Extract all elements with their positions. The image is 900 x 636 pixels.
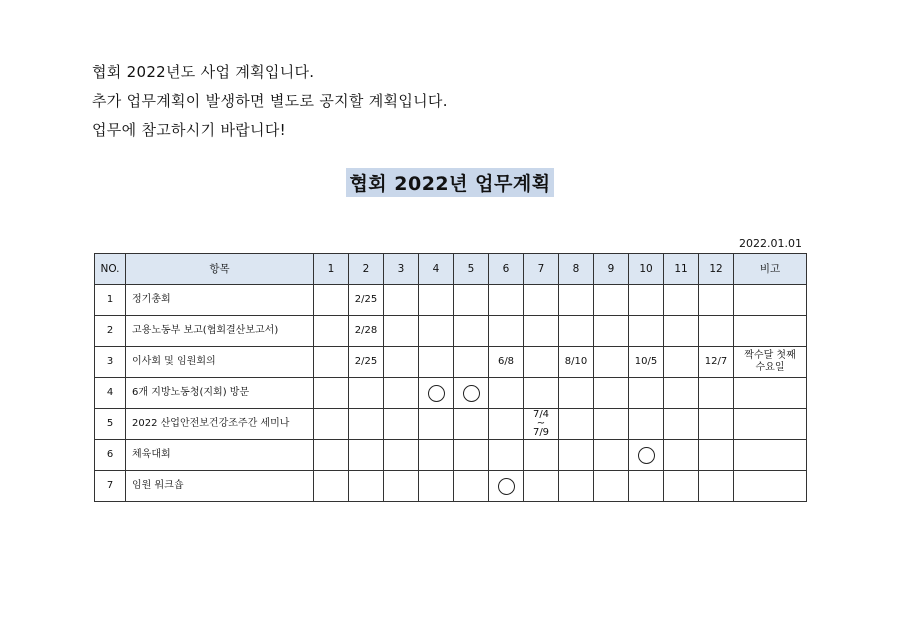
month-cell-9: [594, 285, 629, 316]
month-cell-2: 2/25: [349, 285, 384, 316]
month-cell-7: [524, 378, 559, 409]
month-cell-3: [384, 347, 419, 378]
header-note: 비고: [734, 254, 807, 285]
row-item: 이사회 및 임원회의: [126, 347, 314, 378]
table-row: [95, 409, 807, 440]
row-note: [734, 285, 807, 316]
date-range-sep: ~: [536, 417, 546, 429]
month-cell-5: [454, 378, 489, 409]
circle-mark-icon: [463, 385, 480, 402]
month-cell-10: 10/5: [629, 347, 664, 378]
header-month-10: 10: [629, 254, 664, 285]
month-cell-3: [384, 378, 419, 409]
month-cell-2: [349, 409, 384, 440]
header-month-5: 5: [454, 254, 489, 285]
month-cell-3: [384, 409, 419, 440]
row-note: [734, 440, 807, 471]
circle-mark-icon: [428, 385, 445, 402]
month-cell-11: [664, 285, 699, 316]
month-cell-1: [314, 378, 349, 409]
month-cell-6: [489, 316, 524, 347]
row-item: 정기총회: [126, 285, 314, 316]
header-month-3: 3: [384, 254, 419, 285]
header-month-11: 11: [664, 254, 699, 285]
plan-table: [94, 253, 807, 502]
month-cell-2: [349, 440, 384, 471]
month-cell-7: [524, 409, 559, 440]
month-cell-11: [664, 316, 699, 347]
month-cell-6: [489, 440, 524, 471]
row-item: 6개 지방노동청(지회) 방문: [126, 378, 314, 409]
month-cell-8: [559, 409, 594, 440]
title-container: [0, 168, 900, 197]
document-date: 2022.01.01: [739, 237, 802, 250]
month-cell-2: 2/28: [349, 316, 384, 347]
row-number: 6: [95, 440, 126, 471]
month-cell-12: [699, 409, 734, 440]
row-number: 2: [95, 316, 126, 347]
month-cell-2: 2/25: [349, 347, 384, 378]
row-item: 고용노동부 보고(협회결산보고서): [126, 316, 314, 347]
circle-mark-icon: [498, 478, 515, 495]
month-cell-9: [594, 378, 629, 409]
month-cell-9: [594, 316, 629, 347]
header-row: [95, 254, 807, 285]
row-number: 1: [95, 285, 126, 316]
table-row: [95, 440, 807, 471]
month-cell-9: [594, 440, 629, 471]
month-cell-3: [384, 471, 419, 502]
month-cell-2: [349, 378, 384, 409]
row-item: 2022 산업안전보건강조주간 세미나: [126, 409, 314, 440]
header-item: 항목: [126, 254, 314, 285]
header-month-8: 8: [559, 254, 594, 285]
month-cell-8: [559, 440, 594, 471]
month-cell-5: [454, 347, 489, 378]
month-cell-3: [384, 316, 419, 347]
date-range-from: 7/4: [532, 408, 550, 420]
intro-line-3: 업무에 참고하시기 바랍니다!: [92, 121, 286, 139]
month-cell-1: [314, 409, 349, 440]
row-note: [734, 347, 807, 378]
month-cell-5: [454, 471, 489, 502]
month-cell-11: [664, 440, 699, 471]
intro-line-1: 협회 2022년도 사업 계획입니다.: [92, 63, 315, 81]
month-cell-5: [454, 316, 489, 347]
month-cell-8: [559, 316, 594, 347]
month-cell-11: [664, 471, 699, 502]
month-cell-4: [419, 440, 454, 471]
circle-mark-icon: [638, 447, 655, 464]
header-month-9: 9: [594, 254, 629, 285]
header-no: NO.: [95, 254, 126, 285]
month-cell-3: [384, 285, 419, 316]
month-cell-10: [629, 316, 664, 347]
table-row: [95, 378, 807, 409]
row-number: 5: [95, 409, 126, 440]
month-cell-1: [314, 285, 349, 316]
month-cell-1: [314, 440, 349, 471]
month-cell-6: 6/8: [489, 347, 524, 378]
month-cell-11: [664, 347, 699, 378]
month-cell-6: [489, 471, 524, 502]
month-cell-11: [664, 409, 699, 440]
month-cell-9: [594, 409, 629, 440]
note-line: 수요일: [755, 362, 785, 373]
month-cell-12: [699, 440, 734, 471]
page-title: 협회 2022년 업무계획: [346, 168, 553, 197]
month-cell-7: [524, 347, 559, 378]
month-cell-5: [454, 285, 489, 316]
month-cell-10: [629, 285, 664, 316]
header-month-12: 12: [699, 254, 734, 285]
table-row: [95, 471, 807, 502]
month-cell-10: [629, 378, 664, 409]
intro-line-2: 추가 업무계획이 발생하면 별도로 공지할 계획입니다.: [92, 92, 448, 110]
row-number: 4: [95, 378, 126, 409]
month-cell-12: 12/7: [699, 347, 734, 378]
month-cell-9: [594, 471, 629, 502]
month-cell-8: [559, 471, 594, 502]
month-cell-1: [314, 347, 349, 378]
month-cell-4: [419, 347, 454, 378]
month-cell-5: [454, 440, 489, 471]
row-note: [734, 471, 807, 502]
date-range-to: 7/9: [532, 426, 550, 438]
month-cell-1: [314, 316, 349, 347]
month-cell-4: [419, 409, 454, 440]
month-cell-10: [629, 471, 664, 502]
month-cell-11: [664, 378, 699, 409]
month-cell-12: [699, 316, 734, 347]
month-cell-5: [454, 409, 489, 440]
month-cell-1: [314, 471, 349, 502]
month-cell-4: [419, 378, 454, 409]
month-cell-2: [349, 471, 384, 502]
row-note: [734, 378, 807, 409]
month-cell-7: [524, 285, 559, 316]
month-cell-4: [419, 316, 454, 347]
table-row: [95, 285, 807, 316]
date-range: [533, 410, 549, 437]
month-cell-6: [489, 378, 524, 409]
month-cell-12: [699, 378, 734, 409]
table-row: [95, 316, 807, 347]
table-body: [95, 285, 807, 502]
row-item: 임원 워크숍: [126, 471, 314, 502]
month-cell-12: [699, 285, 734, 316]
month-cell-8: 8/10: [559, 347, 594, 378]
header-month-4: 4: [419, 254, 454, 285]
month-cell-12: [699, 471, 734, 502]
intro-text: [92, 58, 448, 145]
month-cell-6: [489, 285, 524, 316]
header-month-1: 1: [314, 254, 349, 285]
month-cell-3: [384, 440, 419, 471]
month-cell-7: [524, 440, 559, 471]
month-cell-8: [559, 378, 594, 409]
month-cell-10: [629, 409, 664, 440]
month-cell-4: [419, 471, 454, 502]
month-cell-10: [629, 440, 664, 471]
row-item: 체육대회: [126, 440, 314, 471]
header-month-7: 7: [524, 254, 559, 285]
table-row: [95, 347, 807, 378]
row-note: [734, 316, 807, 347]
month-cell-7: [524, 316, 559, 347]
note-line: 짝수달 첫째: [744, 350, 796, 361]
row-number: 3: [95, 347, 126, 378]
month-cell-7: [524, 471, 559, 502]
header-month-6: 6: [489, 254, 524, 285]
month-cell-6: [489, 409, 524, 440]
table-header: [95, 254, 807, 285]
month-cell-4: [419, 285, 454, 316]
row-note: [734, 409, 807, 440]
row-number: 7: [95, 471, 126, 502]
header-month-2: 2: [349, 254, 384, 285]
month-cell-9: [594, 347, 629, 378]
month-cell-8: [559, 285, 594, 316]
